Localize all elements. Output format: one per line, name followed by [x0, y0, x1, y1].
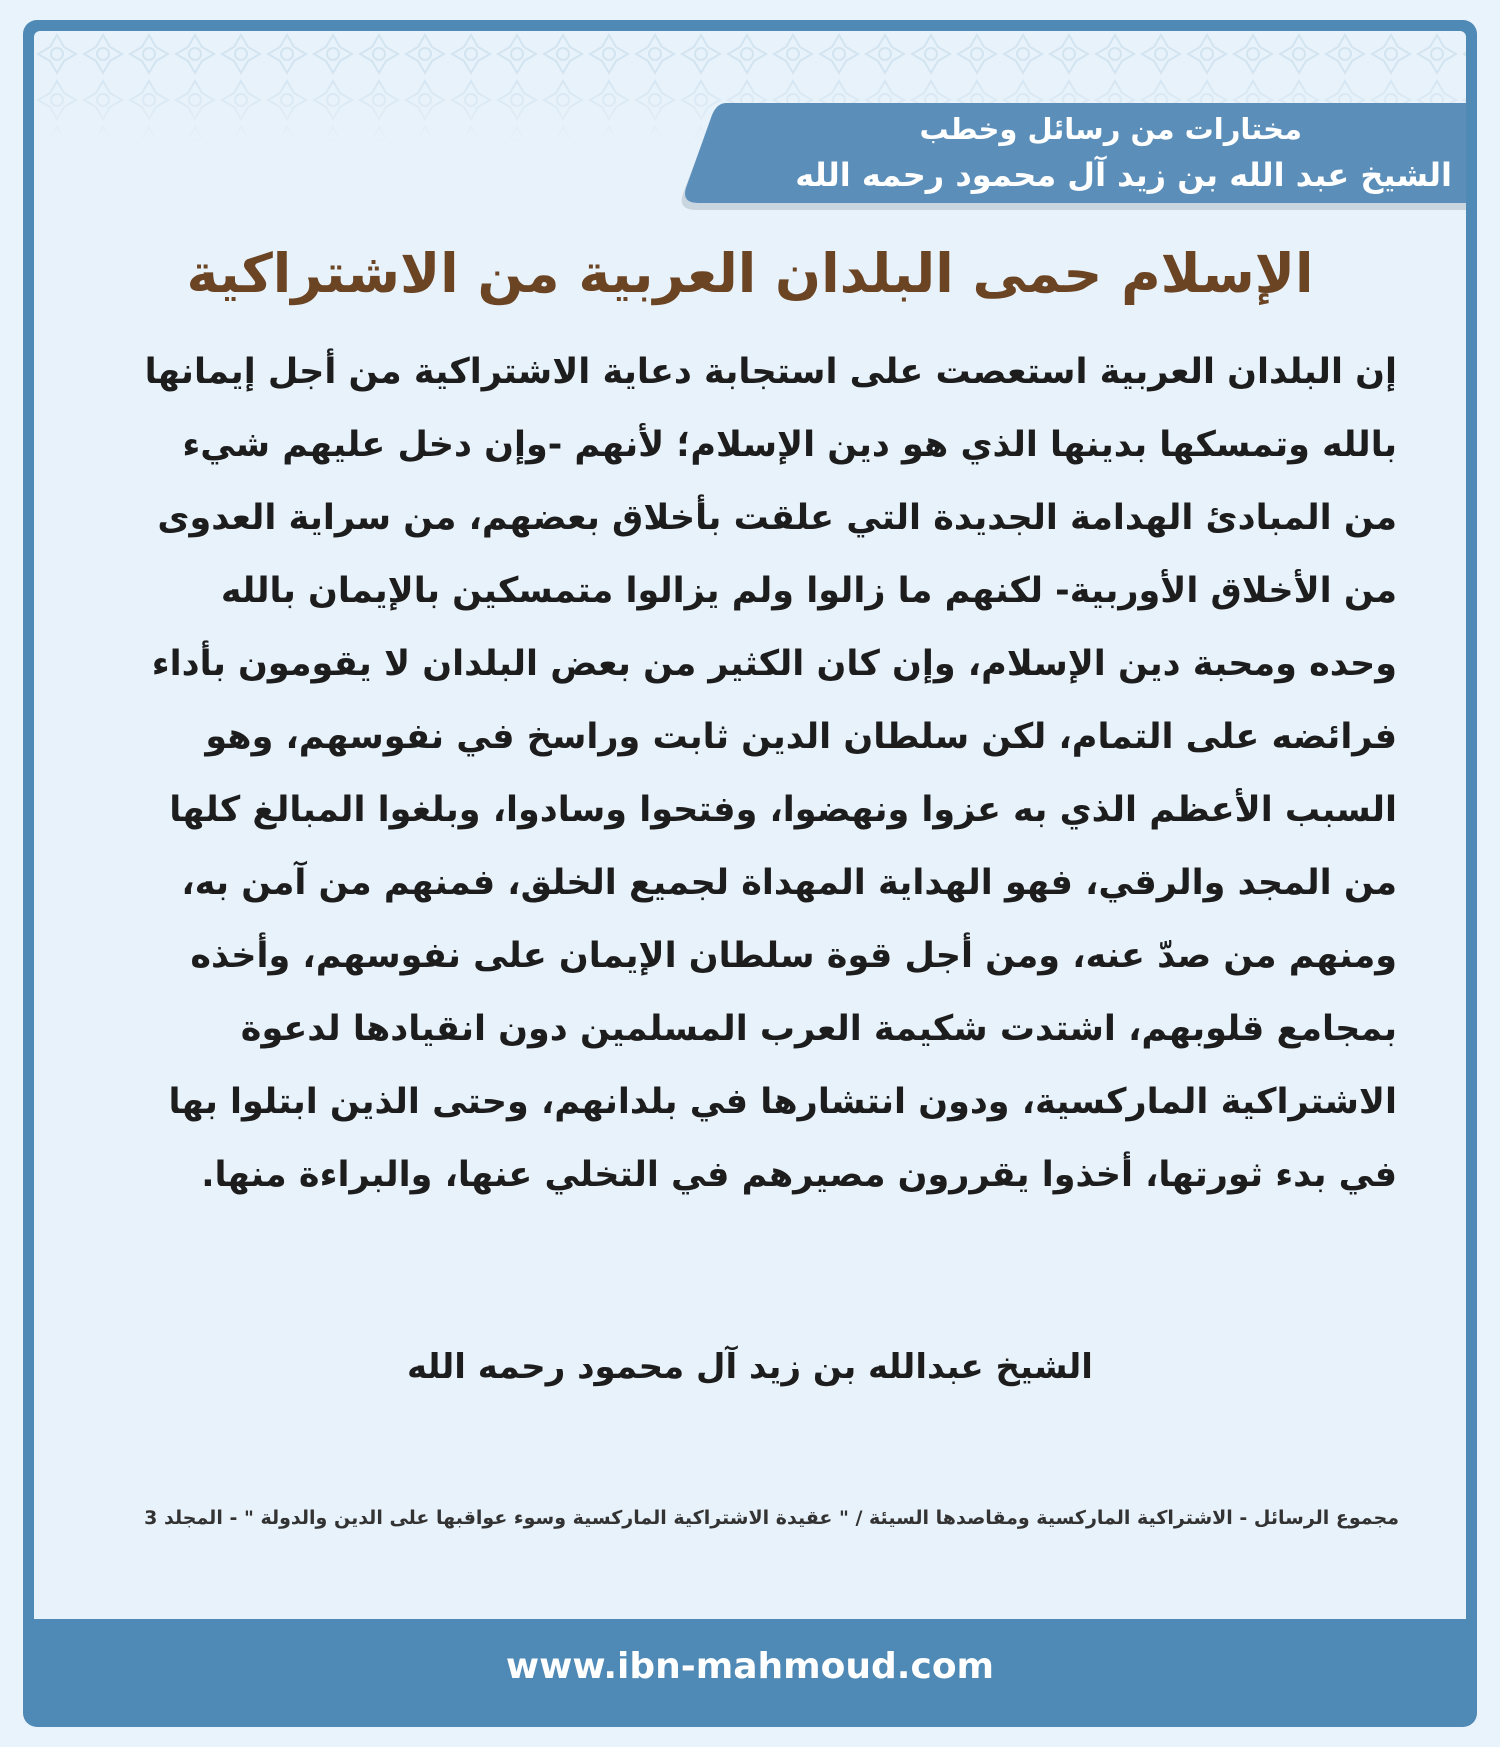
- author-signature: الشيخ عبدالله بن زيد آل محمود رحمه الله: [407, 1347, 1093, 1387]
- header-series-title: مختارات من رسائل وخطب: [919, 112, 1302, 146]
- header-author: الشيخ عبد الله بن زيد آل محمود رحمه الله: [795, 156, 1452, 194]
- card-content: [34, 31, 1466, 1619]
- page-title: الإسلام حمى البلدان العربية من الاشتراكية: [186, 242, 1314, 305]
- website-link[interactable]: www.ibn-mahmoud.com: [505, 1646, 995, 1687]
- header-text: [692, 107, 1452, 199]
- source-citation: مجموع الرسائل - الاشتراكية الماركسية ومقاصدها السيئة / " عقيدة الاشتراكية الماركسية وسوء عواقبها على الدين والدولة " - المجلد 3: [144, 1507, 1399, 1529]
- article-body: إن البلدان العربية استعصت على استجابة دعاية الاشتراكية من أجل إيمانها بالله وتمسكها بدينها الذي هو دين الإسلام؛ لأنهم -وإن دخل عليهم شيء من المبادئ الهدامة الجديدة التي علقت بأخلاق بعضهم، من سراية العدوى من الأخلاق الأوربية- لكنهم ما زالوا ولم يزالوا متمسكين بالإيمان بالله وحده ومحبة دين الإسلام، وإن كان الكثير من بعض البلدان لا يقومون بأداء فرائضه على التمام، لكن سلطان الدين ثابت وراسخ في نفوسهم، وهو السبب الأعظم الذي به عزوا ونهضوا، وفتحوا وسادوا، وبلغوا المبالغ كلها من المجد والرقي، فهو الهداية المهداة لجميع الخلق، فمنهم من آمن به، ومنهم من صدّ عنه، ومن أجل قوة سلطان الإيمان على نفوسهم، وأخذه بمجامع قلوبهم، اشتدت شكيمة العرب المسلمين دون انقيادها لدعوة الاشتراكية الماركسية، ودون انتشارها في بلدانهم، وحتى الذين ابتلوا بها في بدء ثورتها، أخذوا يقررون مصيرهم في التخلي عنها، والبراءة منها.: [144, 352, 1397, 1195]
- card-frame: [23, 20, 1477, 1727]
